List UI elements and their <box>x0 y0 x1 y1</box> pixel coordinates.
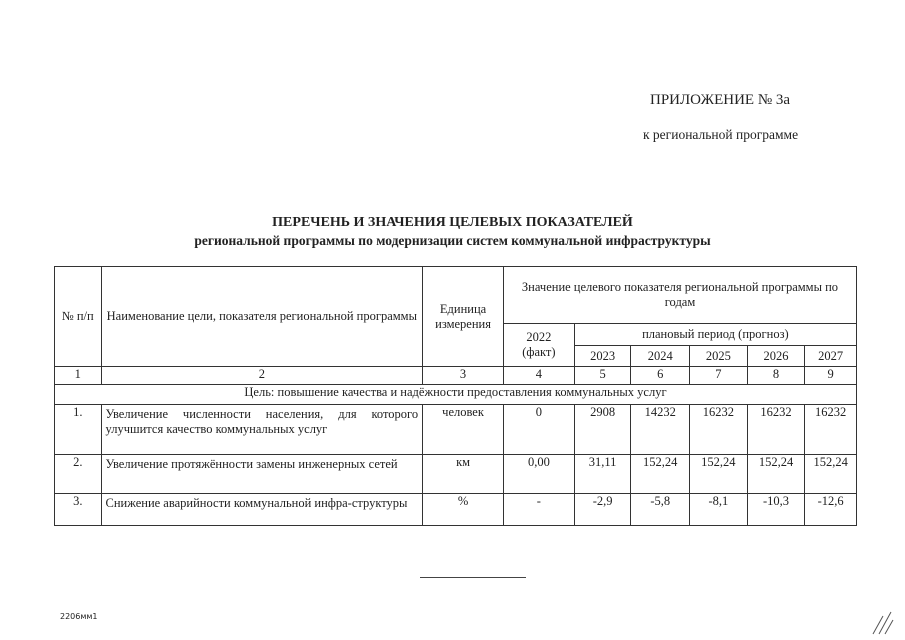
header-year: 2024 <box>631 346 690 367</box>
header-plan-period: плановый период (прогноз) <box>574 324 856 346</box>
header-year: 2027 <box>805 346 857 367</box>
row-value: -8,1 <box>690 494 748 526</box>
table-row <box>55 455 857 494</box>
scan-mark-icon <box>869 606 895 636</box>
column-number: 6 <box>631 367 690 385</box>
row-value: 2908 <box>574 405 631 455</box>
row-fact: - <box>504 494 575 526</box>
column-number-row <box>55 367 857 385</box>
row-unit: км <box>423 455 504 494</box>
row-value: 14232 <box>631 405 690 455</box>
header-name: Наименование цели, показателя региональной программы <box>101 267 423 367</box>
row-value: -2,9 <box>574 494 631 526</box>
header-value: Значение целевого показателя региональной программы по годам <box>504 267 857 324</box>
row-value: -10,3 <box>747 494 805 526</box>
row-value: -5,8 <box>631 494 690 526</box>
row-unit: % <box>423 494 504 526</box>
row-value: 152,24 <box>690 455 748 494</box>
row-value: 16232 <box>805 405 857 455</box>
row-value: 152,24 <box>747 455 805 494</box>
row-value: 31,11 <box>574 455 631 494</box>
document-subtitle: региональной программы по модернизации систем коммунальной инфраструктуры <box>194 233 711 248</box>
row-value: 152,24 <box>805 455 857 494</box>
column-number: 7 <box>690 367 748 385</box>
footer-code: 2206мм1 <box>60 612 98 621</box>
table-row <box>55 405 857 455</box>
row-name: Увеличение численности населения, для которого улучшится качество коммунальных услуг <box>101 405 423 455</box>
column-number: 1 <box>55 367 102 385</box>
header-year: 2023 <box>574 346 631 367</box>
row-num: 2. <box>55 455 102 494</box>
row-name: Снижение аварийности коммунальной инфра-структуры <box>101 494 423 526</box>
header-fact <box>504 324 575 367</box>
header-row-1 <box>55 267 857 324</box>
header-fact-label: (факт) <box>522 345 556 359</box>
row-value: 16232 <box>747 405 805 455</box>
row-fact: 0 <box>504 405 575 455</box>
header-year: 2025 <box>690 346 748 367</box>
column-number: 8 <box>747 367 805 385</box>
indicators-table <box>54 266 857 526</box>
header-unit: Единица измерения <box>423 267 504 367</box>
column-number: 3 <box>423 367 504 385</box>
row-num: 1. <box>55 405 102 455</box>
row-num: 3. <box>55 494 102 526</box>
header-fact-year: 2022 <box>526 330 552 344</box>
goal-row <box>55 385 857 405</box>
column-number: 9 <box>805 367 857 385</box>
row-fact: 0,00 <box>504 455 575 494</box>
annex-title: ПРИЛОЖЕНИЕ № 3а <box>650 92 791 108</box>
table-row <box>55 494 857 526</box>
row-value: 152,24 <box>631 455 690 494</box>
goal-text: Цель: повышение качества и надёжности предоставления коммунальных услуг <box>55 385 857 405</box>
annex-subtitle: к региональной программе <box>643 127 799 142</box>
column-number: 5 <box>574 367 631 385</box>
footer-divider <box>420 577 526 578</box>
column-number: 2 <box>101 367 423 385</box>
row-unit: человек <box>423 405 504 455</box>
column-number: 4 <box>504 367 575 385</box>
header-year: 2026 <box>747 346 805 367</box>
header-num: № п/п <box>55 267 102 367</box>
document-title: ПЕРЕЧЕНЬ И ЗНАЧЕНИЯ ЦЕЛЕВЫХ ПОКАЗАТЕЛЕЙ <box>272 215 633 230</box>
row-value: 16232 <box>690 405 748 455</box>
row-value: -12,6 <box>805 494 857 526</box>
row-name: Увеличение протяжённости замены инженерных сетей <box>101 455 423 494</box>
